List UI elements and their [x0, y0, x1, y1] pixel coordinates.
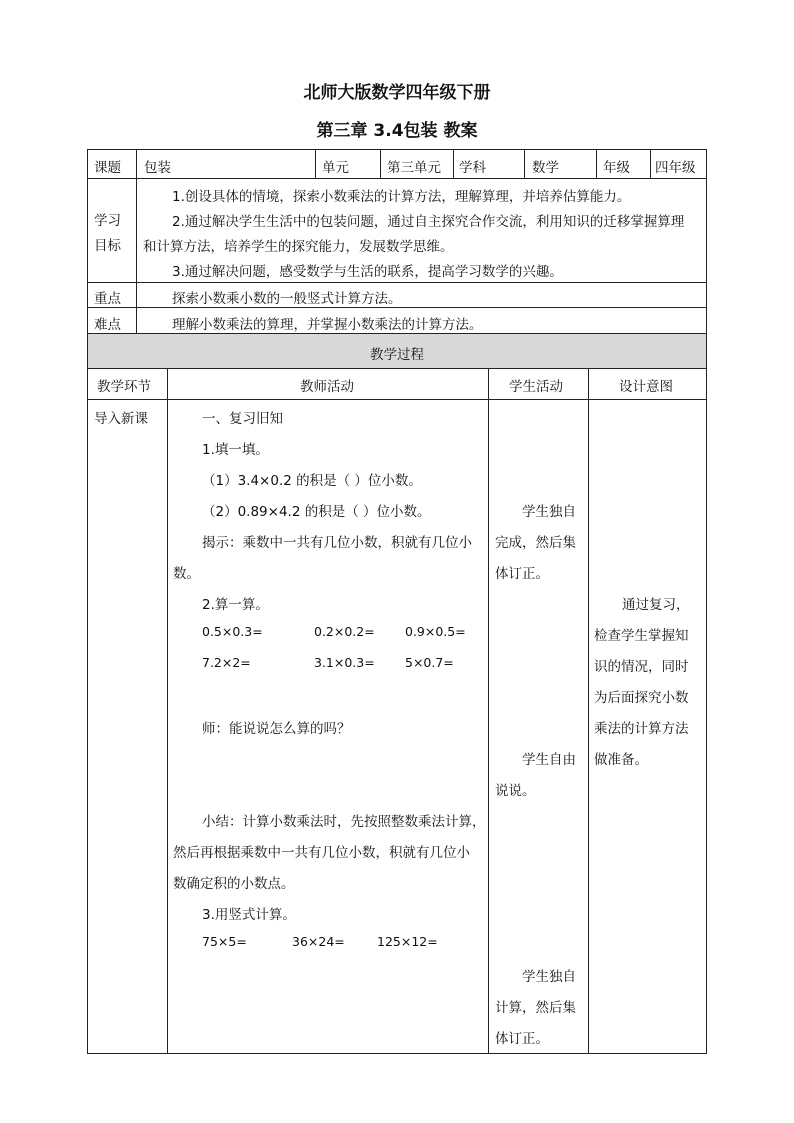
- student-line: 说说。: [495, 783, 536, 799]
- objective-line: 1.创设具体的情境，探索小数乘法的计算方法，理解算理，并培养估算能力。: [172, 189, 631, 205]
- teacher-line: 然后再根据乘数中一共有几位小数，积就有几位小: [173, 845, 470, 861]
- teacher-line: 3.用竖式计算。: [202, 907, 296, 923]
- teacher-line: 师：能说说怎么算的吗？: [202, 721, 351, 737]
- student-line: 体订正。: [495, 566, 549, 582]
- objectives-label: 目标: [94, 238, 121, 254]
- difficulty-label: 难点: [94, 317, 121, 333]
- teacher-line: 揭示：乘数中一共有几位小数，积就有几位小: [202, 535, 472, 551]
- teacher-line: 一、复习旧知: [202, 411, 283, 427]
- teacher-line: 125×12=: [377, 934, 438, 949]
- key-point-text: 探索小数乘小数的一般竖式计算方法。: [172, 291, 402, 307]
- teacher-line: 36×24=: [292, 934, 345, 949]
- teacher-line: 小结：计算小数乘法时，先按照整数乘法计算，: [202, 814, 486, 830]
- objective-line: 2.通过解决学生生活中的包装问题，通过自主探究合作交流，利用知识的迁移掌握算理: [172, 214, 685, 230]
- teacher-line: 7.2×2=: [202, 655, 251, 670]
- teacher-line: 3.1×0.3=: [314, 655, 375, 670]
- column-student: 学生活动: [509, 379, 563, 395]
- intent-line: 为后面探究小数: [594, 690, 689, 706]
- student-line: 学生自由: [522, 752, 576, 768]
- student-line: 学生独自: [522, 504, 576, 520]
- teacher-line: 0.2×0.2=: [314, 624, 375, 639]
- page-title: 北师大版数学四年级下册: [303, 83, 491, 103]
- intent-line: 通过复习，: [622, 597, 690, 613]
- unit-label: 单元: [322, 160, 349, 176]
- key-point-label: 重点: [94, 291, 121, 307]
- objective-line: 和计算方法，培养学生的探究能力，发展数学思维。: [143, 239, 454, 255]
- subject-value: 数学: [532, 160, 559, 176]
- course-label: 课题: [94, 160, 121, 176]
- intent-line: 识的情况，同时: [594, 659, 689, 675]
- column-teacher: 教师活动: [300, 379, 354, 395]
- page-subtitle: 第三章 3.4包装 教案: [316, 121, 478, 141]
- student-line: 学生独自: [522, 969, 576, 985]
- teacher-line: 0.9×0.5=: [405, 624, 466, 639]
- intent-line: 乘法的计算方法: [594, 721, 689, 737]
- teacher-line: （2）0.89×4.2 的积是（ ）位小数。: [202, 504, 431, 520]
- course-value: 包装: [144, 160, 171, 176]
- teacher-line: 数。: [173, 566, 200, 582]
- objectives-label: 学习: [94, 213, 121, 229]
- subject-label: 学科: [459, 160, 486, 176]
- intent-line: 做准备。: [594, 752, 648, 768]
- grade-value: 四年级: [655, 160, 696, 176]
- student-line: 体订正。: [495, 1031, 549, 1047]
- stage-name: 导入新课: [94, 411, 148, 427]
- teacher-line: 1.填一填。: [202, 442, 269, 458]
- teacher-line: 0.5×0.3=: [202, 624, 263, 639]
- column-intent: 设计意图: [619, 379, 673, 395]
- unit-value: 第三单元: [387, 160, 441, 176]
- teacher-line: （1）3.4×0.2 的积是（ ）位小数。: [202, 473, 422, 489]
- difficulty-text: 理解小数乘法的算理，并掌握小数乘法的计算方法。: [172, 317, 483, 333]
- objective-line: 3.通过解决问题，感受数学与生活的联系，提高学习数学的兴趣。: [172, 264, 563, 280]
- column-stage: 教学环节: [97, 379, 151, 395]
- teacher-line: 数确定积的小数点。: [173, 876, 295, 892]
- process-header: 教学过程: [370, 347, 424, 363]
- student-line: 计算，然后集: [495, 1000, 576, 1016]
- teacher-line: 75×5=: [202, 934, 247, 949]
- grade-label: 年级: [603, 160, 630, 176]
- teacher-line: 5×0.7=: [405, 655, 454, 670]
- intent-line: 检查学生掌握知: [594, 628, 689, 644]
- teacher-line: 2.算一算。: [202, 597, 269, 613]
- student-line: 完成，然后集: [495, 535, 576, 551]
